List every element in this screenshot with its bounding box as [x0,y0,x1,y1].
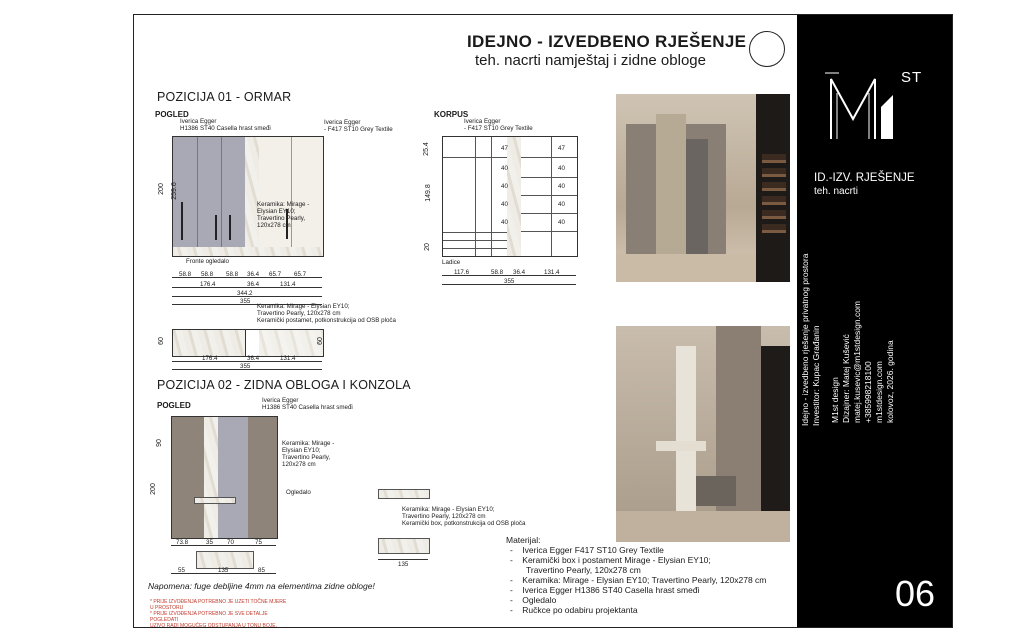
wardrobe-plinth [173,247,323,256]
material-item: Ručkce po odabiru projektanta [522,605,638,615]
material-item: Keramika: Mirage - Elysian EY10; Travertino Pearly, 120x278 cm [522,575,767,585]
material-item: Travertino Pearly, 120x278 cm [526,565,641,575]
logo-sup: ST [901,69,923,86]
console-elevation [378,489,430,499]
pos1-label-grey: Iverica Egger - F417 ST10 Grey Textile [324,119,393,133]
korpus-elevation [442,136,578,257]
materials-list: Materijal: - Iverica Egger F417 ST10 Grey Textile - Keramički box i postament Mirage - Elysian EY10; Travertino Pearly, 120x278 cm - Keramika: Mirage - Elysian EY10; Travertino Pearly, 120x278 cm - Iverica Egger H1386 ST40 Casella hrast smeđi - Ogledalo - Ručkce po odabiru projektanta [506,535,767,615]
doc-subtype: teh. nacrti [814,186,858,197]
pos2-elevation [171,416,278,539]
sheet-subtitle: teh. nacrti namještaj i zidne obloge [475,52,706,69]
pos1-label-hrast: Iverica Egger H1386 ST40 Casella hrast smeđi [180,118,271,132]
handle [229,215,231,240]
material-item: Iverica Egger H1386 ST40 Casella hrast smeđi [522,585,700,595]
pos1-label-postament: Keramika: Mirage - Elysian EY10; Travertino Pearly, 120x278 cm Keramički postamet, potkonstrukcija od OSB ploča [257,303,396,324]
pos2-title: POZICIJA 02 - ZIDNA OBLOGA I KONZOLA [157,378,411,392]
pos1-elevation [172,136,324,257]
joint-note: Napomena: fuge debljine 4mm na elementima zidne obloge! [148,581,375,591]
korpus-label-ladice: Ladice [442,259,461,266]
pos1-plan-view [172,329,324,357]
render-photo-1 [616,94,790,282]
warning-note: * PRIJE IZVOĐENJA POTREBNO JE UZETI TOČNE MJERE U PROSTORU * PRIJE IZVOĐENJA POTREBNO JE SVE DETALJE POGLEDATI UZIVO RADI MOGUĆEG ODSTUPANJA U TONU BOJE. [150,599,287,629]
pos1-pogled-label: POGLED [155,110,189,119]
pos2-pogled-label: POGLED [157,401,191,410]
drawing-sheet: IDEJNO - IZVEDBENO RJEŠENJE teh. nacrti namještaj i zidne obloge POZICIJA 01 - ORMAR POGLED Iverica Egger H1386 ST40 Casella hrast smeđi Iverica Egger - F417 ST10 Grey Textile 200 259.6 Keramika: Mirage - Elysian EY10; Travertino Pearly, 120x278 cm Fronte ogledalo 58.8 58.8 58.8 36.4 65.7 65.7 176.4 36.4 131.4 344.2 355 Keramika: Mirage - Elysian EY10; Travertino Pearly, 120x278 cm Keramički postamet, potkonstrukcija od OSB ploča 60 60 176.4 36.4 131.4 355 KORPUS Iverica Egger - F417 ST10 Grey Textile 47 40 40 40 40 47 40 40 40 40 25.4 149.8 20 Ladice 117.6 58.8 36.4 131.4 355 POZICIJA 02 - ZIDNA OBLOGA I KONZOLA POGLED Iverica Egger H1386 ST40 Casella hrast smeđi 90 200 Keramika: Mirage - Elysian EY10; Travertino Pearly, 120x278 cm Ogledalo 73.8 35 70 75 55 135 85 135 Keramika: Mirage - Elysian EY10; Travertino Pearly, 120x278 cm Keramički box, potkonstrukcija od OSB ploča Napomena: fuge debljine 4mm na elementima zidne obloge! * PRIJE IZVOĐENJA POTREBNO JE UZETI TOČNE MJERE U PROSTORU * PRIJE IZVOĐENJA POTREBNO JE SVE DETALJE POGLEDATI UZIVO RADI MOGUĆEG ODSTUPANJA U TONU BOJE. Materijal: - Iverica Egger F417 ST10 Grey Textile - Keramički box i postament Mirage - Elysian EY10; Travertino Pearly, 120x278 cm - Keramika: Mirage - Elysian EY10; Travertino Pearly, 120x278 cm - Iverica Egger H1386 ST40 Casella hrast smeđi - Ogledalo - Ručkce po odabiru projektanta ST ID.-IZV. RJEŠENJE teh. nacrti Idejno - izvedbeno rješenje privatnog prostora Investitor: Kupac Građanin M1st design Dizajner: Matej Kušević matej.kusevic@m1stdesign.com +385998218100 m1stdesign.com kolovoz, 2026. godina 06 [133,14,953,628]
handle [181,202,183,240]
material-item: Keramički box i postament Mirage - Elysian EY10; [522,555,711,565]
pos2-label-ceramic: Keramika: Mirage - Elysian EY10; Travertino Pearly, 120x278 cm [282,440,335,468]
sheet-title: IDEJNO - IZVEDBENO RJEŠENJE [467,32,747,51]
handle [215,215,217,240]
wardrobe-front-grey [173,137,245,247]
page-number: 06 [895,573,936,614]
pos1-label-fronte: Fronte ogledalo [186,258,229,265]
m1st-logo-icon [823,67,913,147]
pos1-label-ceramic: Keramika: Mirage - Elysian EY10; Travertino Pearly, 120x278 cm [257,201,310,229]
wardrobe-ceramic-strip [245,137,259,247]
korpus-label-grey: Iverica Egger - F417 ST10 Grey Textile [464,118,533,132]
pos2-label-hrast: Iverica Egger H1386 ST40 Casella hrast smeđi [262,397,353,411]
pos2-label-box: Keramika: Mirage - Elysian EY10; Travertino Pearly, 120x278 cm Keramički box, potkonstrukcija od OSB ploča [402,506,526,527]
project-info: Idejno - izvedbeno rješenje privatnog prostora Investitor: Kupac Građanin [800,253,821,426]
korpus-label: KORPUS [434,110,469,119]
title-block-sidebar [797,15,952,627]
console-plan [378,538,430,554]
material-item: Ogledalo [522,595,557,605]
company-info: M1st design Dizajner: Matej Kušević matej.kusevic@m1stdesign.com +385998218100 m1stdesign.com kolovoz, 2026. godina [830,300,895,423]
material-item: Iverica Egger F417 ST10 Grey Textile [522,545,664,555]
pos1-title: POZICIJA 01 - ORMAR [157,90,292,104]
title-circle [749,31,785,67]
pos2-label-ogledalo: Ogledalo [286,489,311,496]
materials-heading: Materijal: [506,535,541,545]
render-photo-2 [616,326,790,542]
doc-type: ID.-IZV. RJEŠENJE [814,172,915,184]
